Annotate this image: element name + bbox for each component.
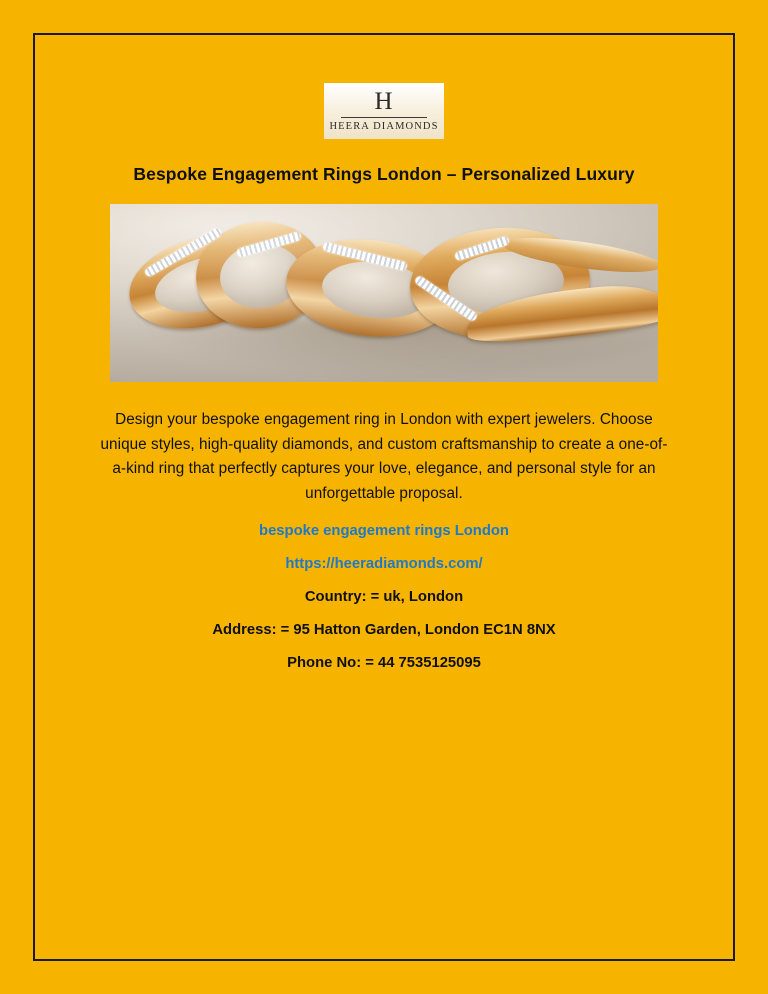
page-content (35, 35, 733, 671)
body-paragraph: Design your bespoke engagement ring in London with expert jewelers. Choose unique styles, high-quality diamonds, and custom craftsmanship to create a one-of-a-kind ring that perfectly captures your love, elegance, and personal style for an unforgettable proposal. (100, 410, 668, 503)
logo-monogram: H (374, 88, 394, 115)
logo (324, 83, 444, 139)
hero-image (110, 204, 658, 382)
country-line: Country: = uk, London (304, 588, 464, 605)
keyword-link[interactable]: bespoke engagement rings London (259, 522, 509, 539)
logo-brand-name: HEERA DIAMONDS (329, 121, 439, 132)
logo-divider (341, 117, 427, 118)
phone-line: Phone No: = 44 7535125095 (287, 654, 481, 671)
page-title: Bespoke Engagement Rings London – Personalized Luxury (133, 164, 635, 184)
address-line: Address: = 95 Hatton Garden, London EC1N 8NX (212, 621, 556, 638)
website-link[interactable]: https://heeradiamonds.com/ (285, 555, 483, 572)
